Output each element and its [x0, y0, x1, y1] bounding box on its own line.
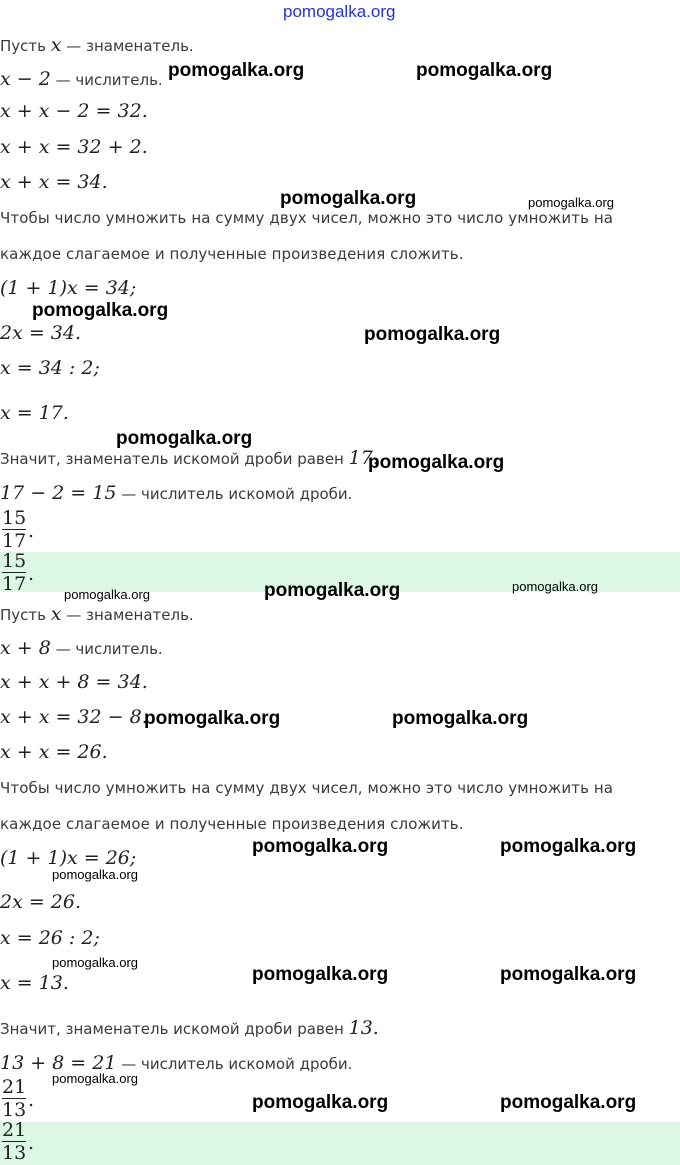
watermark: pomogalka.org — [280, 188, 417, 209]
s2-numerator-def: x + 8 — числитель. — [0, 637, 163, 659]
s1-fraction-num: 15 — [2, 507, 27, 529]
s1-step-3: x = 34 : 2; — [0, 357, 100, 379]
s1-fraction — [2, 507, 35, 552]
s2-answer-dot: . — [28, 1132, 35, 1154]
watermark: pomogalka.org — [252, 836, 389, 857]
watermark: pomogalka.org — [528, 195, 614, 210]
s2-numerator-line: 13 + 8 = 21 — числитель искомой дроби. — [0, 1052, 353, 1074]
s2-fraction-num: 21 — [2, 1076, 27, 1098]
s2-conclusion: Значит, знаменатель искомой дроби равен 13. — [0, 1017, 379, 1039]
watermark: pomogalka.org — [416, 60, 553, 81]
s1-equation-2: x + x = 32 + 2. — [0, 136, 148, 158]
s2-step-3: x = 26 : 2; — [0, 927, 100, 949]
watermark: pomogalka.org — [500, 1092, 637, 1113]
watermark: pomogalka.org — [368, 452, 505, 473]
s1-rule-line-2: каждое слагаемое и полученные произведения сложить. — [0, 245, 464, 263]
s2-fraction-den: 13 — [2, 1099, 27, 1121]
watermark: pomogalka.org — [364, 324, 501, 345]
s1-step-4: x = 17. — [0, 402, 69, 424]
watermark: pomogalka.org — [252, 1092, 389, 1113]
watermark: pomogalka.org — [252, 964, 389, 985]
watermark: pomogalka.org — [500, 836, 637, 857]
watermark: pomogalka.org — [144, 708, 281, 729]
watermark: pomogalka.org — [116, 428, 253, 449]
watermark: pomogalka.org — [32, 300, 169, 321]
s2-step-4: x = 13. — [0, 972, 69, 994]
watermark: pomogalka.org — [52, 867, 138, 882]
s1-fraction-den: 17 — [2, 530, 27, 552]
s2-equation-3: x + x = 26. — [0, 741, 108, 763]
s1-conclusion: Значит, знаменатель искомой дроби равен 17. — [0, 447, 379, 469]
s2-answer-band — [0, 1119, 680, 1165]
watermark: pomogalka.org — [168, 60, 305, 81]
watermark: pomogalka.org — [52, 955, 138, 970]
s1-answer — [2, 550, 35, 595]
watermark: pomogalka.org — [64, 587, 150, 602]
s1-equation-3: x + x = 34. — [0, 171, 108, 193]
site-header-link[interactable]: pomogalka.org — [283, 2, 396, 21]
s2-fraction — [2, 1076, 35, 1121]
s1-answer-dot: . — [28, 563, 35, 585]
s2-step-1: (1 + 1)x = 26; — [0, 847, 137, 869]
s2-let-line: Пусть x — знаменатель. — [0, 603, 194, 625]
watermark: pomogalka.org — [512, 579, 598, 594]
s2-rule-line-2: каждое слагаемое и полученные произведения сложить. — [0, 815, 464, 833]
s1-numerator-def: x − 2 — числитель. — [0, 68, 163, 90]
s1-numerator-line: 17 − 2 = 15 — числитель искомой дроби. — [0, 482, 353, 504]
s2-equation-1: x + x + 8 = 34. — [0, 671, 148, 693]
s1-answer-den: 17 — [2, 573, 27, 595]
s2-step-2: 2x = 26. — [0, 891, 82, 913]
s1-fraction-dot: . — [28, 520, 35, 542]
s1-let-line: Пусть x — знаменатель. — [0, 34, 194, 56]
s2-answer-den: 13 — [2, 1142, 27, 1164]
s2-answer-num: 21 — [2, 1119, 27, 1141]
watermark: pomogalka.org — [500, 964, 637, 985]
s1-equation-1: x + x − 2 = 32. — [0, 100, 148, 122]
s1-rule-line-1: Чтобы число умножить на сумму двух чисел, можно это число умножить на — [0, 209, 614, 227]
watermark: pomogalka.org — [264, 580, 401, 601]
s2-rule-line-1: Чтобы число умножить на сумму двух чисел, можно это число умножить на — [0, 779, 614, 797]
s1-answer-num: 15 — [2, 550, 27, 572]
s1-step-2: 2x = 34. — [0, 322, 82, 344]
s2-fraction-dot: . — [28, 1089, 35, 1111]
s2-equation-2: x + x = 32 − 8. — [0, 706, 148, 728]
watermark: pomogalka.org — [52, 1071, 138, 1086]
watermark: pomogalka.org — [392, 708, 529, 729]
s2-answer — [2, 1119, 35, 1164]
s1-step-1: (1 + 1)x = 34; — [0, 277, 137, 299]
